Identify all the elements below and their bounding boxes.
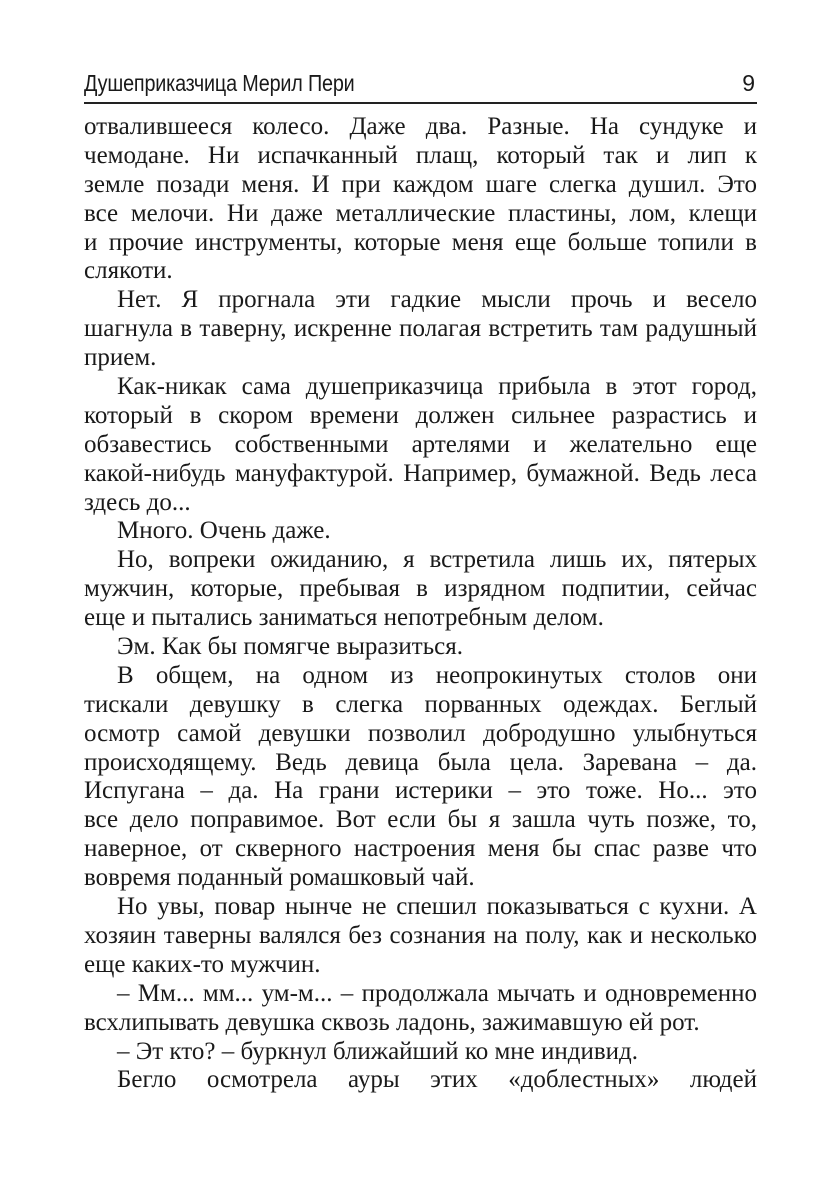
paragraph [84, 662, 757, 893]
paragraph [84, 373, 757, 517]
text-line: Но увы, повар нынче не спешил показываться с кухни. А [117, 893, 757, 921]
page-body-text [84, 113, 757, 1095]
paragraph [84, 286, 757, 373]
text-line: происходящему. Ведь девица была цела. Заревана – да. [84, 748, 757, 776]
paragraph [84, 1038, 757, 1067]
paragraph [84, 517, 757, 546]
text-line: шагнула в таверну, искренне полагая встретить там радушный [84, 315, 757, 343]
running-header-title: Душеприказчица Мерил Пери [84, 70, 355, 96]
text-line: вовремя поданный ромашковый чай. [84, 864, 475, 892]
text-line: чемодане. Ни испачканный плащ, который так и лип к [84, 141, 757, 169]
paragraph [84, 1066, 757, 1095]
text-line: Испугана – да. На грани истерики – это тоже. Но... это [84, 777, 757, 805]
text-line: еще каких-то мужчин. [84, 950, 321, 978]
text-line: мужчин, которые, пребывая в изрядном подпитии, сейчас [84, 575, 757, 603]
page-number: 9 [742, 70, 755, 96]
text-line: Как-никак сама душеприказчица прибыла в этот город, [117, 373, 757, 401]
text-line: Много. Очень даже. [117, 517, 331, 545]
text-line: земле позади меня. И при каждом шаге слегка душил. Это [84, 170, 757, 198]
text-line: все мелочи. Ни даже металлические пластины, лом, клещи [84, 199, 757, 227]
text-line: обзавестись собственными артелями и желательно еще [84, 430, 757, 458]
paragraph [84, 893, 757, 980]
paragraph [84, 113, 757, 286]
text-line: Эм. Как бы помягче выразиться. [117, 633, 463, 661]
text-line: слякоти. [84, 257, 173, 285]
text-line: хозяин таверны валялся без сознания на полу, как и несколько [84, 921, 757, 949]
text-line: прием. [84, 344, 157, 372]
running-header [84, 64, 757, 104]
text-line: В общем, на одном из неопрокинутых столов они [117, 661, 757, 689]
text-line: Бегло осмотрела ауры этих «доблестных» людей [117, 1066, 757, 1094]
paragraph [84, 633, 757, 662]
text-line: наверное, от скверного настроения меня бы спас разве что [84, 835, 757, 863]
text-line: Но, вопреки ожиданию, я встретила лишь их, пятерых [117, 546, 757, 574]
paragraph [84, 980, 757, 1038]
paragraph [84, 546, 757, 633]
text-line: какой-нибудь мануфактурой. Например, бумажной. Ведь леса [84, 459, 757, 487]
text-line: осмотр самой девушки позволил добродушно улыбнуться [84, 719, 757, 747]
text-line: который в скором времени должен сильнее разрастись и [84, 401, 757, 429]
text-line: здесь до... [84, 488, 191, 516]
text-line: – Мм... мм... ум-м... – продолжала мычать и одновременно [117, 979, 757, 1007]
text-line: – Эт кто? – буркнул ближайший ко мне индивид. [117, 1037, 638, 1065]
text-line: все дело поправимое. Вот если бы я зашла чуть позже, то, [84, 806, 757, 834]
text-line: отвалившееся колесо. Даже два. Разные. На сундуке и [84, 113, 757, 140]
text-line: и прочие инструменты, которые меня еще больше топили в [84, 228, 757, 256]
text-line: тискали девушку в слегка порванных одеждах. Беглый [84, 690, 757, 718]
text-line: еще и пытались заниматься непотребным делом. [84, 604, 604, 632]
text-line: всхлипывать девушка сквозь ладонь, зажимавшую ей рот. [84, 1008, 700, 1036]
text-line: Нет. Я прогнала эти гадкие мысли прочь и весело [117, 286, 757, 314]
